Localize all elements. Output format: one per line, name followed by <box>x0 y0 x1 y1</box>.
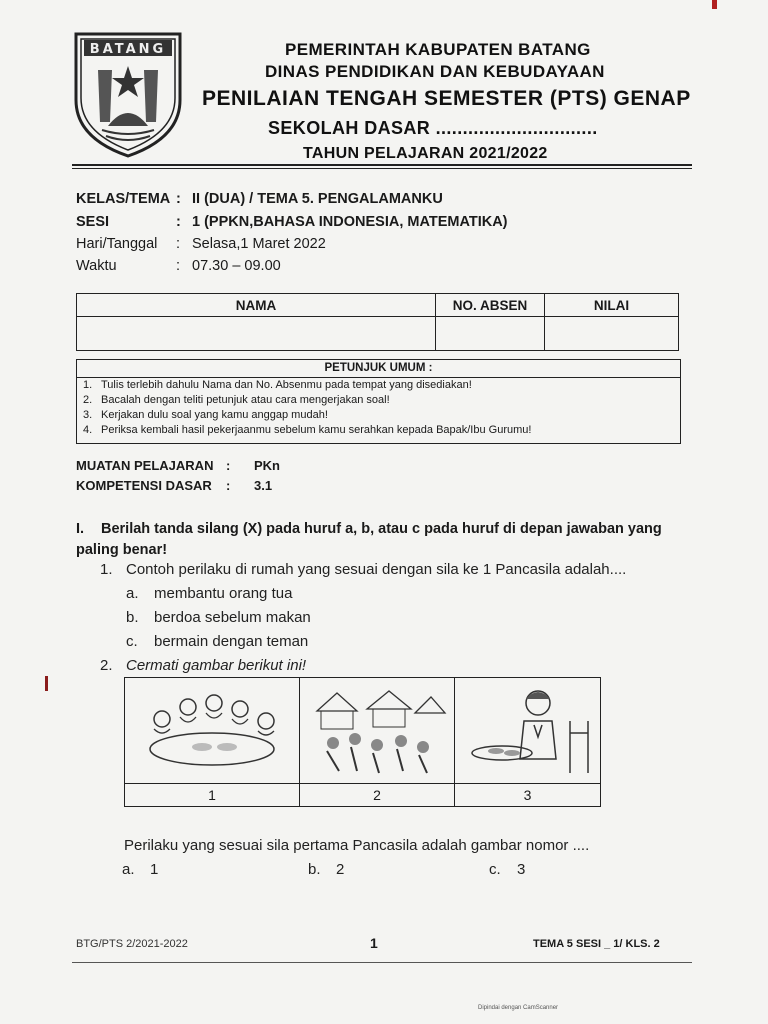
q1-option-b[interactable]: b. berdoa sebelum makan <box>126 609 311 626</box>
instruction-item: 1. Tulis terlebih dahulu Nama dan No. Absenmu pada tempat yang disediakan! <box>83 379 472 391</box>
nilai-field[interactable] <box>545 317 679 351</box>
question-2-picture-table <box>124 677 601 807</box>
picture-1-family-praying <box>125 678 300 784</box>
header-divider-thin <box>72 168 692 169</box>
no-absen-header: NO. ABSEN <box>436 294 545 317</box>
logo-text: BATANG <box>89 42 167 57</box>
section-instruction: I. Berilah tanda silang (X) pada huruf a, b, atau c pada huruf di depan jawaban yang paling benar! <box>76 521 662 558</box>
q2-option-c[interactable]: c. 3 <box>489 861 526 878</box>
family-meal-illustration <box>132 681 292 777</box>
picture-3-girl-praying <box>455 678 601 784</box>
scanner-watermark: Dipindai dengan CamScanner <box>478 1005 559 1011</box>
page-number: 1 <box>370 935 378 951</box>
nama-field[interactable] <box>77 317 436 351</box>
picture-2-number: 2 <box>300 784 455 807</box>
header-exam-title: PENILAIAN TENGAH SEMESTER (PTS) GENAP <box>202 87 691 110</box>
nilai-header: NILAI <box>545 294 679 317</box>
picture-2-community-work <box>300 678 455 784</box>
girl-praying-illustration <box>458 681 598 777</box>
instructions-title: PETUNJUK UMUM : <box>77 360 680 378</box>
q2-option-b[interactable]: b. 2 <box>308 861 345 878</box>
picture-1-number: 1 <box>125 784 300 807</box>
header-divider-thick <box>72 164 692 166</box>
question-2: 2. Cermati gambar berikut ini! <box>100 657 307 674</box>
footer-divider <box>72 962 692 963</box>
competency-row: KOMPETENSI DASAR : 3.1 <box>76 478 273 493</box>
header-academic-year: TAHUN PELAJARAN 2021/2022 <box>303 145 548 162</box>
info-hari-row: Hari/Tanggal : Selasa,1 Maret 2022 <box>76 236 326 252</box>
q1-option-a[interactable]: a. membantu orang tua <box>126 585 293 602</box>
picture-3-number: 3 <box>455 784 601 807</box>
question-1: 1. Contoh perilaku di rumah yang sesuai dengan sila ke 1 Pancasila adalah.... <box>100 561 627 578</box>
general-instructions-box <box>76 359 681 444</box>
info-sesi-row: SESI : 1 (PPKN,BAHASA INDONESIA, MATEMATIKA) <box>76 214 508 230</box>
header-line-department: DINAS PENDIDIKAN DAN KEBUDAYAAN <box>265 62 605 81</box>
q2-option-a[interactable]: a. 1 <box>122 861 159 878</box>
instruction-item: 4. Periksa kembali hasil pekerjaanmu sebelum kamu serahkan kepada Bapak/Ibu Gurumu! <box>83 424 532 436</box>
info-waktu-row: Waktu : 07.30 – 09.00 <box>76 258 281 274</box>
instruction-item: 3. Kerjakan dulu soal yang kamu anggap mudah! <box>83 409 328 421</box>
question-2-prompt: Perilaku yang sesuai sila pertama Pancasila adalah gambar nomor .... <box>124 837 590 854</box>
footer-theme: TEMA 5 SESI _ 1/ KLS. 2 <box>533 938 660 950</box>
scan-margin-mark <box>45 676 48 691</box>
batang-regency-emblem <box>72 30 184 158</box>
info-kelas-row: KELAS/TEMA : II (DUA) / TEMA 5. PENGALAMANKU <box>76 191 443 207</box>
scan-corner-mark <box>712 0 717 9</box>
header-school-line: SEKOLAH DASAR .............................. <box>268 118 598 138</box>
footer-code: BTG/PTS 2/2021-2022 <box>76 938 188 950</box>
q1-option-c[interactable]: c. bermain dengan teman <box>126 633 309 650</box>
instruction-item: 2. Bacalah dengan teliti petunjuk atau cara mengerjakan soal! <box>83 394 390 406</box>
community-cleanup-illustration <box>307 681 447 777</box>
header-line-government: PEMERINTAH KABUPATEN BATANG <box>285 40 591 59</box>
subject-row: MUATAN PELAJARAN : PKn <box>76 458 280 473</box>
student-identity-table <box>76 293 679 351</box>
no-absen-field[interactable] <box>436 317 545 351</box>
nama-header: NAMA <box>77 294 436 317</box>
